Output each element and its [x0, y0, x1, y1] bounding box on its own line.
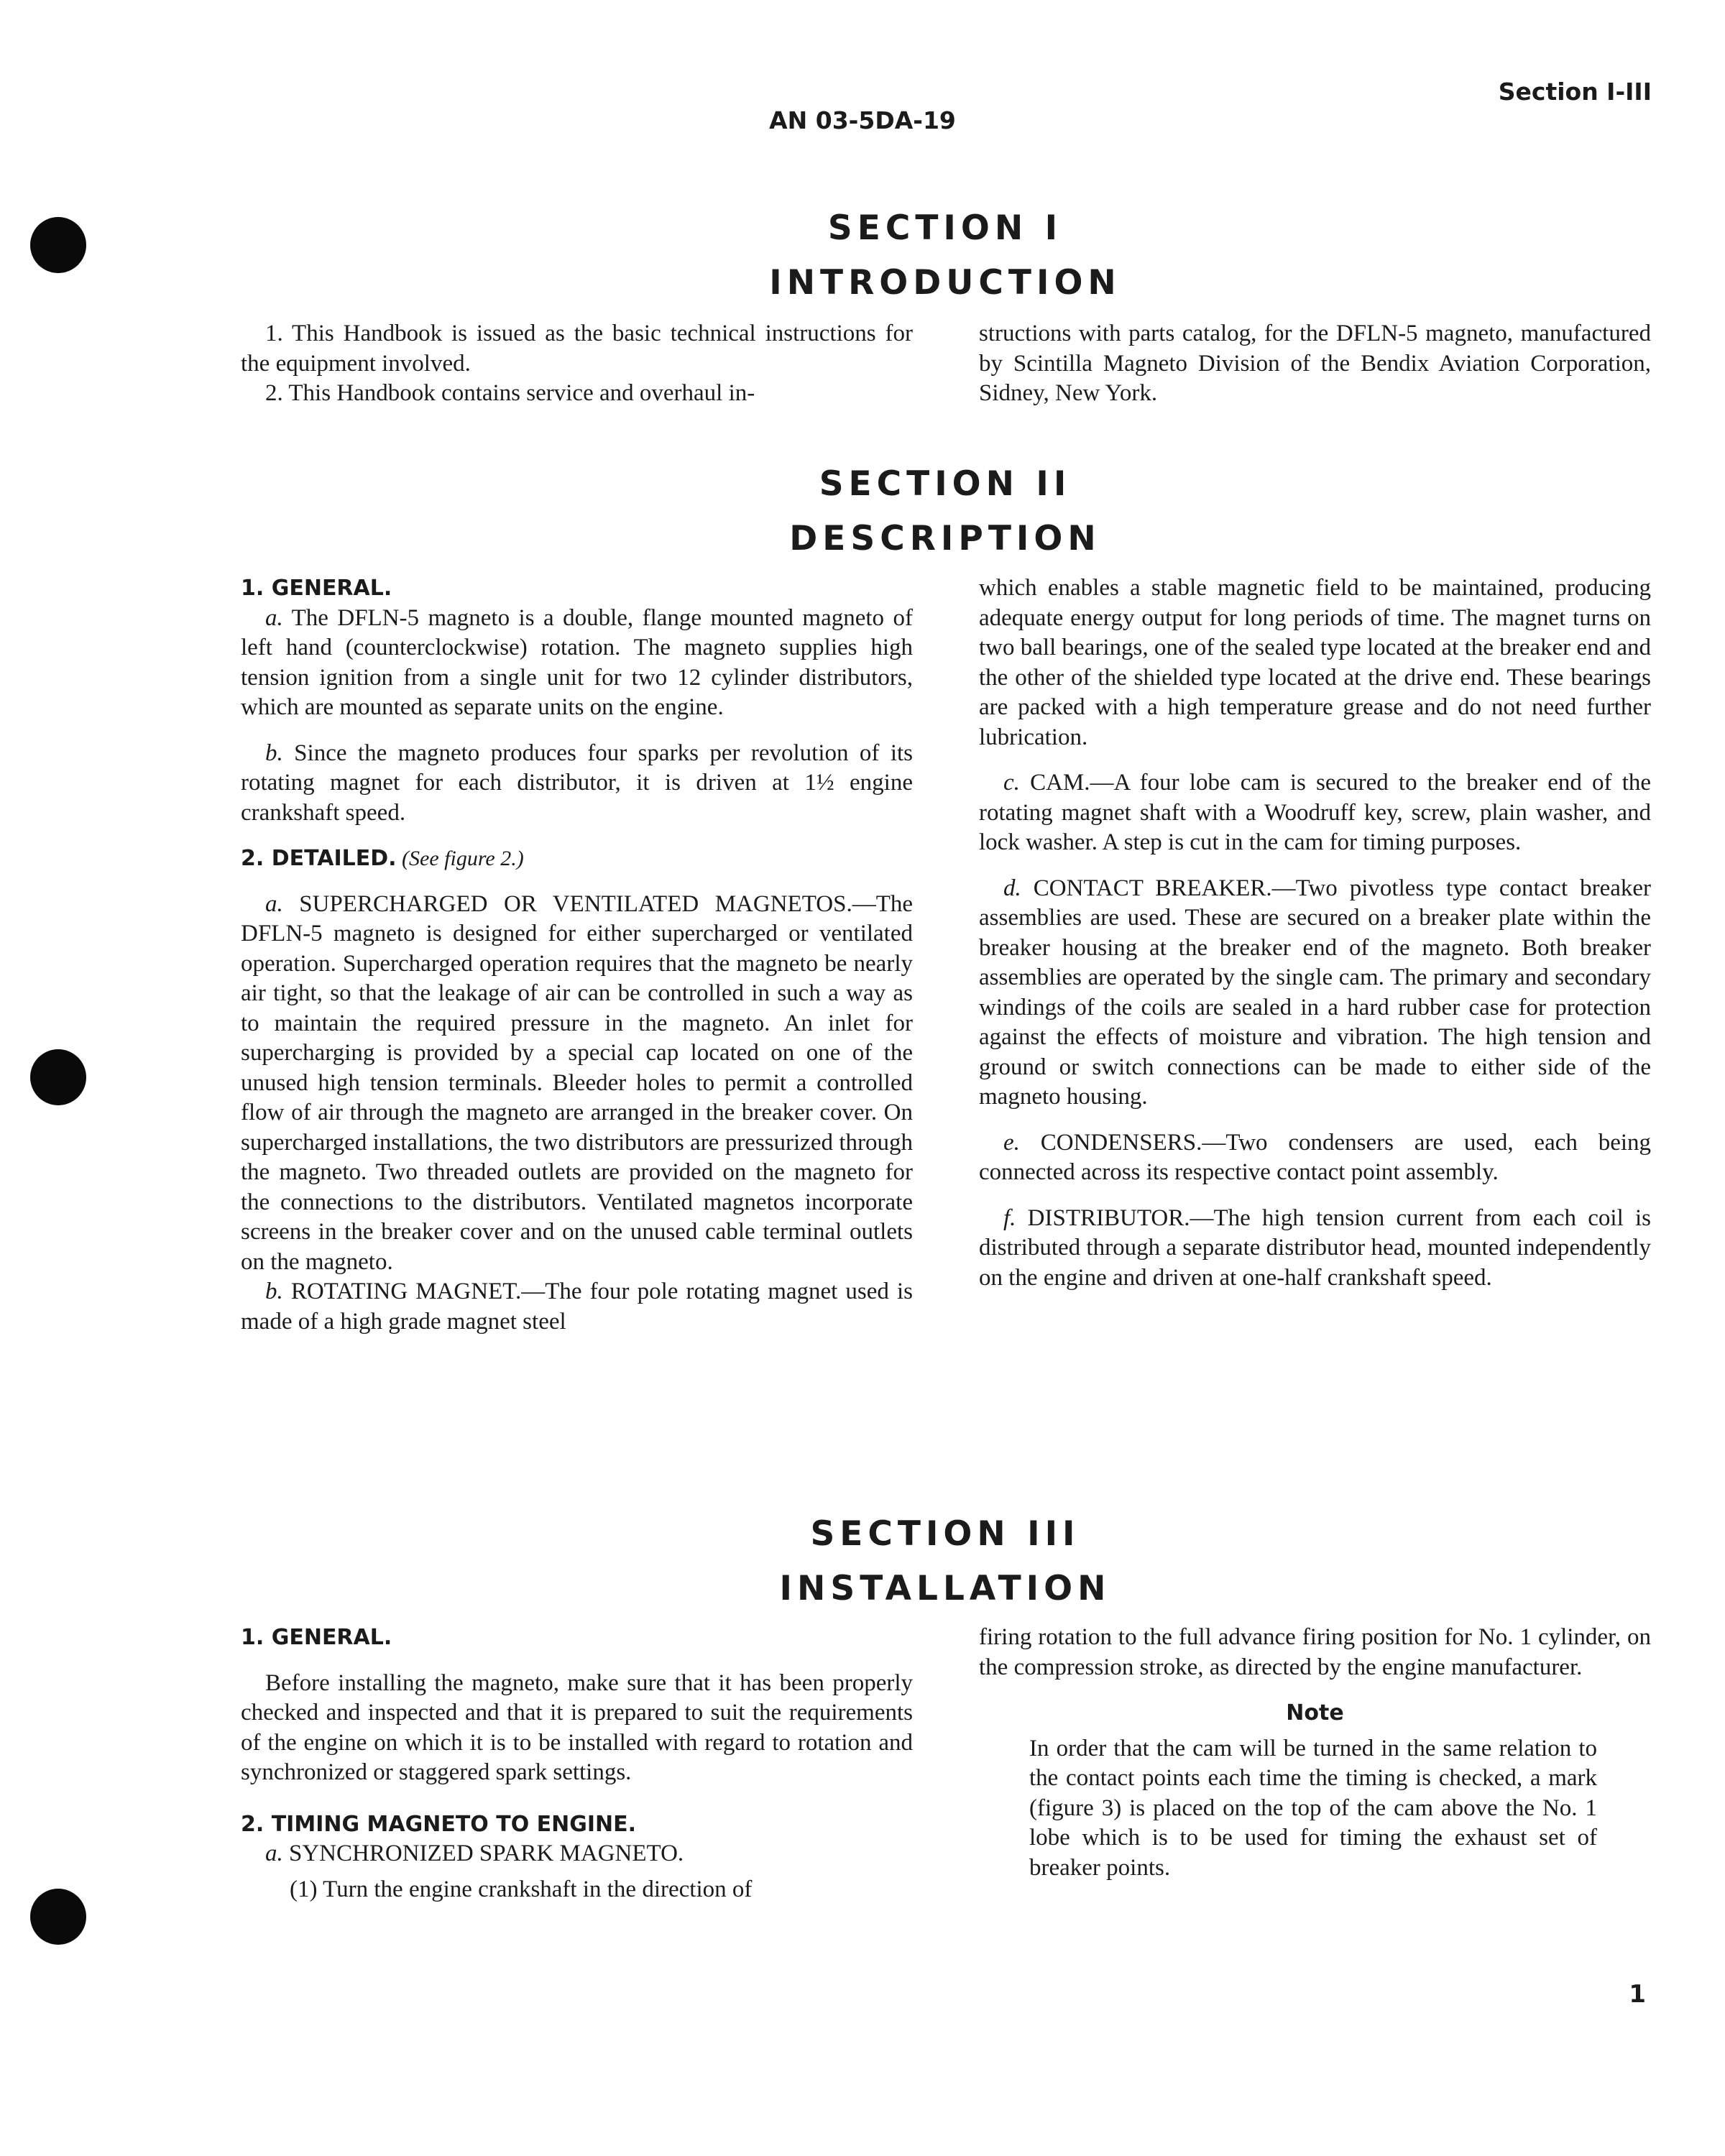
section2-subtitle: DESCRIPTION — [789, 519, 1101, 558]
item-text: CAM.—A four lobe cam is secured to the breaker end of the rotating magnet shaft with a Woodruff key, screw, plain washer, and lock washer. A step is cut in the cam for timing purposes. — [979, 770, 1652, 855]
section3-left-column — [241, 1623, 913, 1904]
item-label: a. — [265, 1841, 283, 1866]
section3-timing-1-continued: firing rotation to the full advance firing position for No. 1 cylinder, on the compression stroke, as directed by the engine manufacturer. — [979, 1624, 1651, 1680]
section2-detailed-a — [241, 890, 913, 1278]
section2-right-column — [979, 573, 1651, 1293]
section2-item-e — [979, 1128, 1651, 1188]
item-label: a. — [265, 604, 283, 631]
item-label: b. — [265, 740, 283, 766]
section1-left-column — [241, 319, 913, 409]
item-text: The DFLN-5 magneto is a double, flange mounted magneto of left hand (counterclockwise) rotation. The magneto supplies high tension ignition from a single unit for two 12 cylinder distributors, which are mounted as separate units on the engine. — [241, 604, 913, 720]
section2-general-heading: 1. GENERAL. — [241, 576, 392, 601]
item-text: SYNCHRONIZED SPARK MAGNETO. — [289, 1841, 684, 1866]
item-label: d. — [1003, 875, 1021, 901]
item-label: b. — [265, 1279, 283, 1304]
note-title: Note — [1286, 1700, 1344, 1726]
item-text: Since the magneto produces four sparks per revolution of its rotating magnet for each distributor, it is driven at 1½ engine crankshaft speed. — [241, 740, 914, 826]
section1-para-2: 2. This Handbook contains service and overhaul in- — [265, 380, 755, 406]
item-label: c. — [1003, 770, 1020, 796]
heading-text: 2. DETAILED. — [241, 846, 397, 871]
section1-subtitle: INTRODUCTION — [769, 263, 1121, 303]
section3-timing-heading: 2. TIMING MAGNETO TO ENGINE. — [241, 1811, 637, 1837]
section3-general-text: Before installing the magneto, make sure that it has been properly checked and inspected and that it is prepared to suit the requirements of the engine on which it is to be installed with regard to rotation and synchronized or staggered spark settings. — [241, 1669, 913, 1785]
section2-left-column — [241, 573, 913, 1337]
item-text: SUPERCHARGED OR VENTILATED MAGNETOS.—The DFLN-5 magneto is designed for either supercharged or ventilated operation. Supercharged operation requires that the magneto be nearly air tight, so that the leakage of air can be controlled in such a way as to maintain the required pressure in the magneto. An inlet for supercharging is provided by a special cap located on one of the unused high tension terminals. Bleeder holes to permit a controlled flow of air through the magneto are arranged in the breaker cover. On supercharged installations, the two distributors are pressurized through the magneto. Two threaded outlets are provided on the magneto for the connections to the distributors. Ventilated magnetos incorporate screens in the breaker cover and on the unused cable terminal outlets on the magneto. — [241, 890, 913, 1275]
note-text: In order that the cam will be turned in the same relation to the contact points each time the timing is checked, a mark (figure 3) is placed on the top of the cam above the No. 1 lobe which is to be used for timing the exhaust set of breaker points. — [1029, 1735, 1597, 1881]
section3-timing-a — [241, 1839, 913, 1869]
page-number: 1 — [1629, 1980, 1646, 2009]
section1-para-1: 1. This Handbook is issued as the basic technical instructions for the equipment involved. — [241, 321, 913, 377]
section2-detailed-b — [241, 1277, 913, 1337]
section1-title: SECTION I — [827, 208, 1063, 248]
section3-subtitle: INSTALLATION — [779, 1569, 1111, 1608]
binder-hole-middle — [30, 1049, 86, 1105]
section2-item-f — [979, 1204, 1651, 1294]
section1-right-column — [979, 319, 1651, 409]
figure-reference: (See figure 2.) — [402, 847, 524, 870]
binder-hole-bottom — [30, 1889, 86, 1945]
item-text: ROTATING MAGNET.—The four pole rotating magnet used is made of a high grade magnet steel — [241, 1279, 913, 1335]
item-label: f. — [1003, 1204, 1016, 1231]
section2-general-b — [241, 739, 913, 829]
section2-general-a — [241, 604, 913, 723]
section3-general-heading: 1. GENERAL. — [241, 1625, 392, 1650]
section2-item-c — [979, 768, 1651, 858]
section3-timing-1 — [241, 1875, 913, 1905]
item-label: (1) — [290, 1876, 318, 1902]
item-label: a. — [265, 890, 283, 917]
item-text: Turn the engine crankshaft in the direction of — [323, 1876, 753, 1902]
document-number: AN 03-5DA-19 — [769, 106, 956, 134]
section2-magnet-continued: which enables a stable magnetic field to be maintained, producing adequate energy output for long periods of time. The magnet turns on two ball bearings, one of the sealed type located at the breaker end and the other of the shielded type located at the drive end. These bearings are packed with a high temperature grease and do not need further lubrication. — [979, 575, 1651, 750]
item-text: CONTACT BREAKER.—Two pivotless type contact breaker assemblies are used. These are secured on a breaker plate within the breaker housing at the breaker end of the magneto. Both breaker assemblies are operated by the single cam. The primary and secondary windings of the coils are sealed in a hard rubber case for protection against the effects of moisture and vibration. The high tension and ground or switch connections can be made to either side of the magneto housing. — [979, 875, 1652, 1110]
item-text: CONDENSERS.—Two condensers are used, each being connected across its respective contact point assembly. — [979, 1129, 1652, 1185]
section2-detailed-heading — [241, 844, 913, 874]
section2-item-d — [979, 874, 1651, 1112]
item-label: e. — [1003, 1129, 1020, 1156]
section2-title: SECTION II — [819, 464, 1072, 504]
item-text: DISTRIBUTOR.—The high tension current from each coil is distributed through a separate distributor head, mounted independently on the engine and driven at one-half crankshaft speed. — [979, 1204, 1652, 1291]
section3-title: SECTION III — [810, 1514, 1080, 1554]
section1-para-2-continued: structions with parts catalog, for the DFLN-5 magneto, manufactured by Scintilla Magneto Division of the Bendix Aviation Corporation, Sidney, New York. — [979, 321, 1651, 406]
section3-right-column — [979, 1623, 1651, 1883]
section-reference: Section I-III — [1498, 78, 1652, 106]
